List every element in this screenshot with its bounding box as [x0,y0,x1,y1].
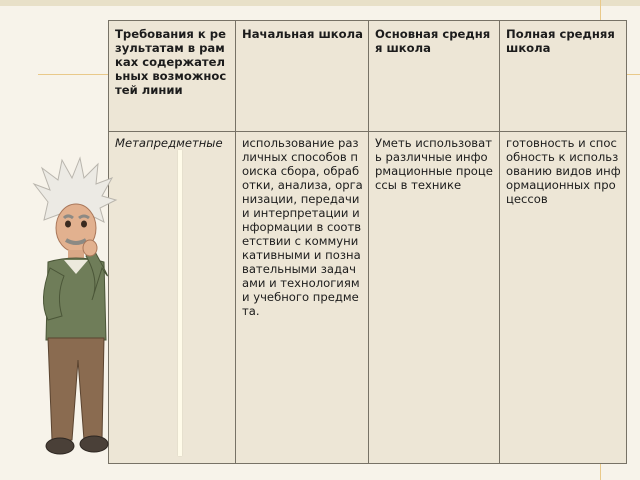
cell-full-school: готовность и способность к использованию видов информационных процессов [500,132,627,464]
header-cell-requirements: Требования к результатам в рамках содержательных возможностей линии [109,21,236,132]
header-cell-full-school: Полная средняя школа [500,21,627,132]
header-cell-basic-school: Основная средняя школа [369,21,500,132]
table-row [109,132,627,464]
row-label-metasubject: Метапредметные [109,132,236,464]
pointer-stick [178,150,182,456]
einstein-figure-icon [20,150,130,470]
background-stripe [0,0,640,6]
cell-basic-school: Уметь использовать различные информационные процессы в технике [369,132,500,464]
header-cell-primary-school: Начальная школа [236,21,369,132]
cell-primary-school: использование различных способов поиска сбора, обработки, анализа, организации, передачи и интерпретации информации в соответствии с коммуникативными и познавательными задачами и технологиями учебного предмета. [236,132,369,464]
table-header-row [109,21,627,132]
requirements-table [108,20,627,464]
